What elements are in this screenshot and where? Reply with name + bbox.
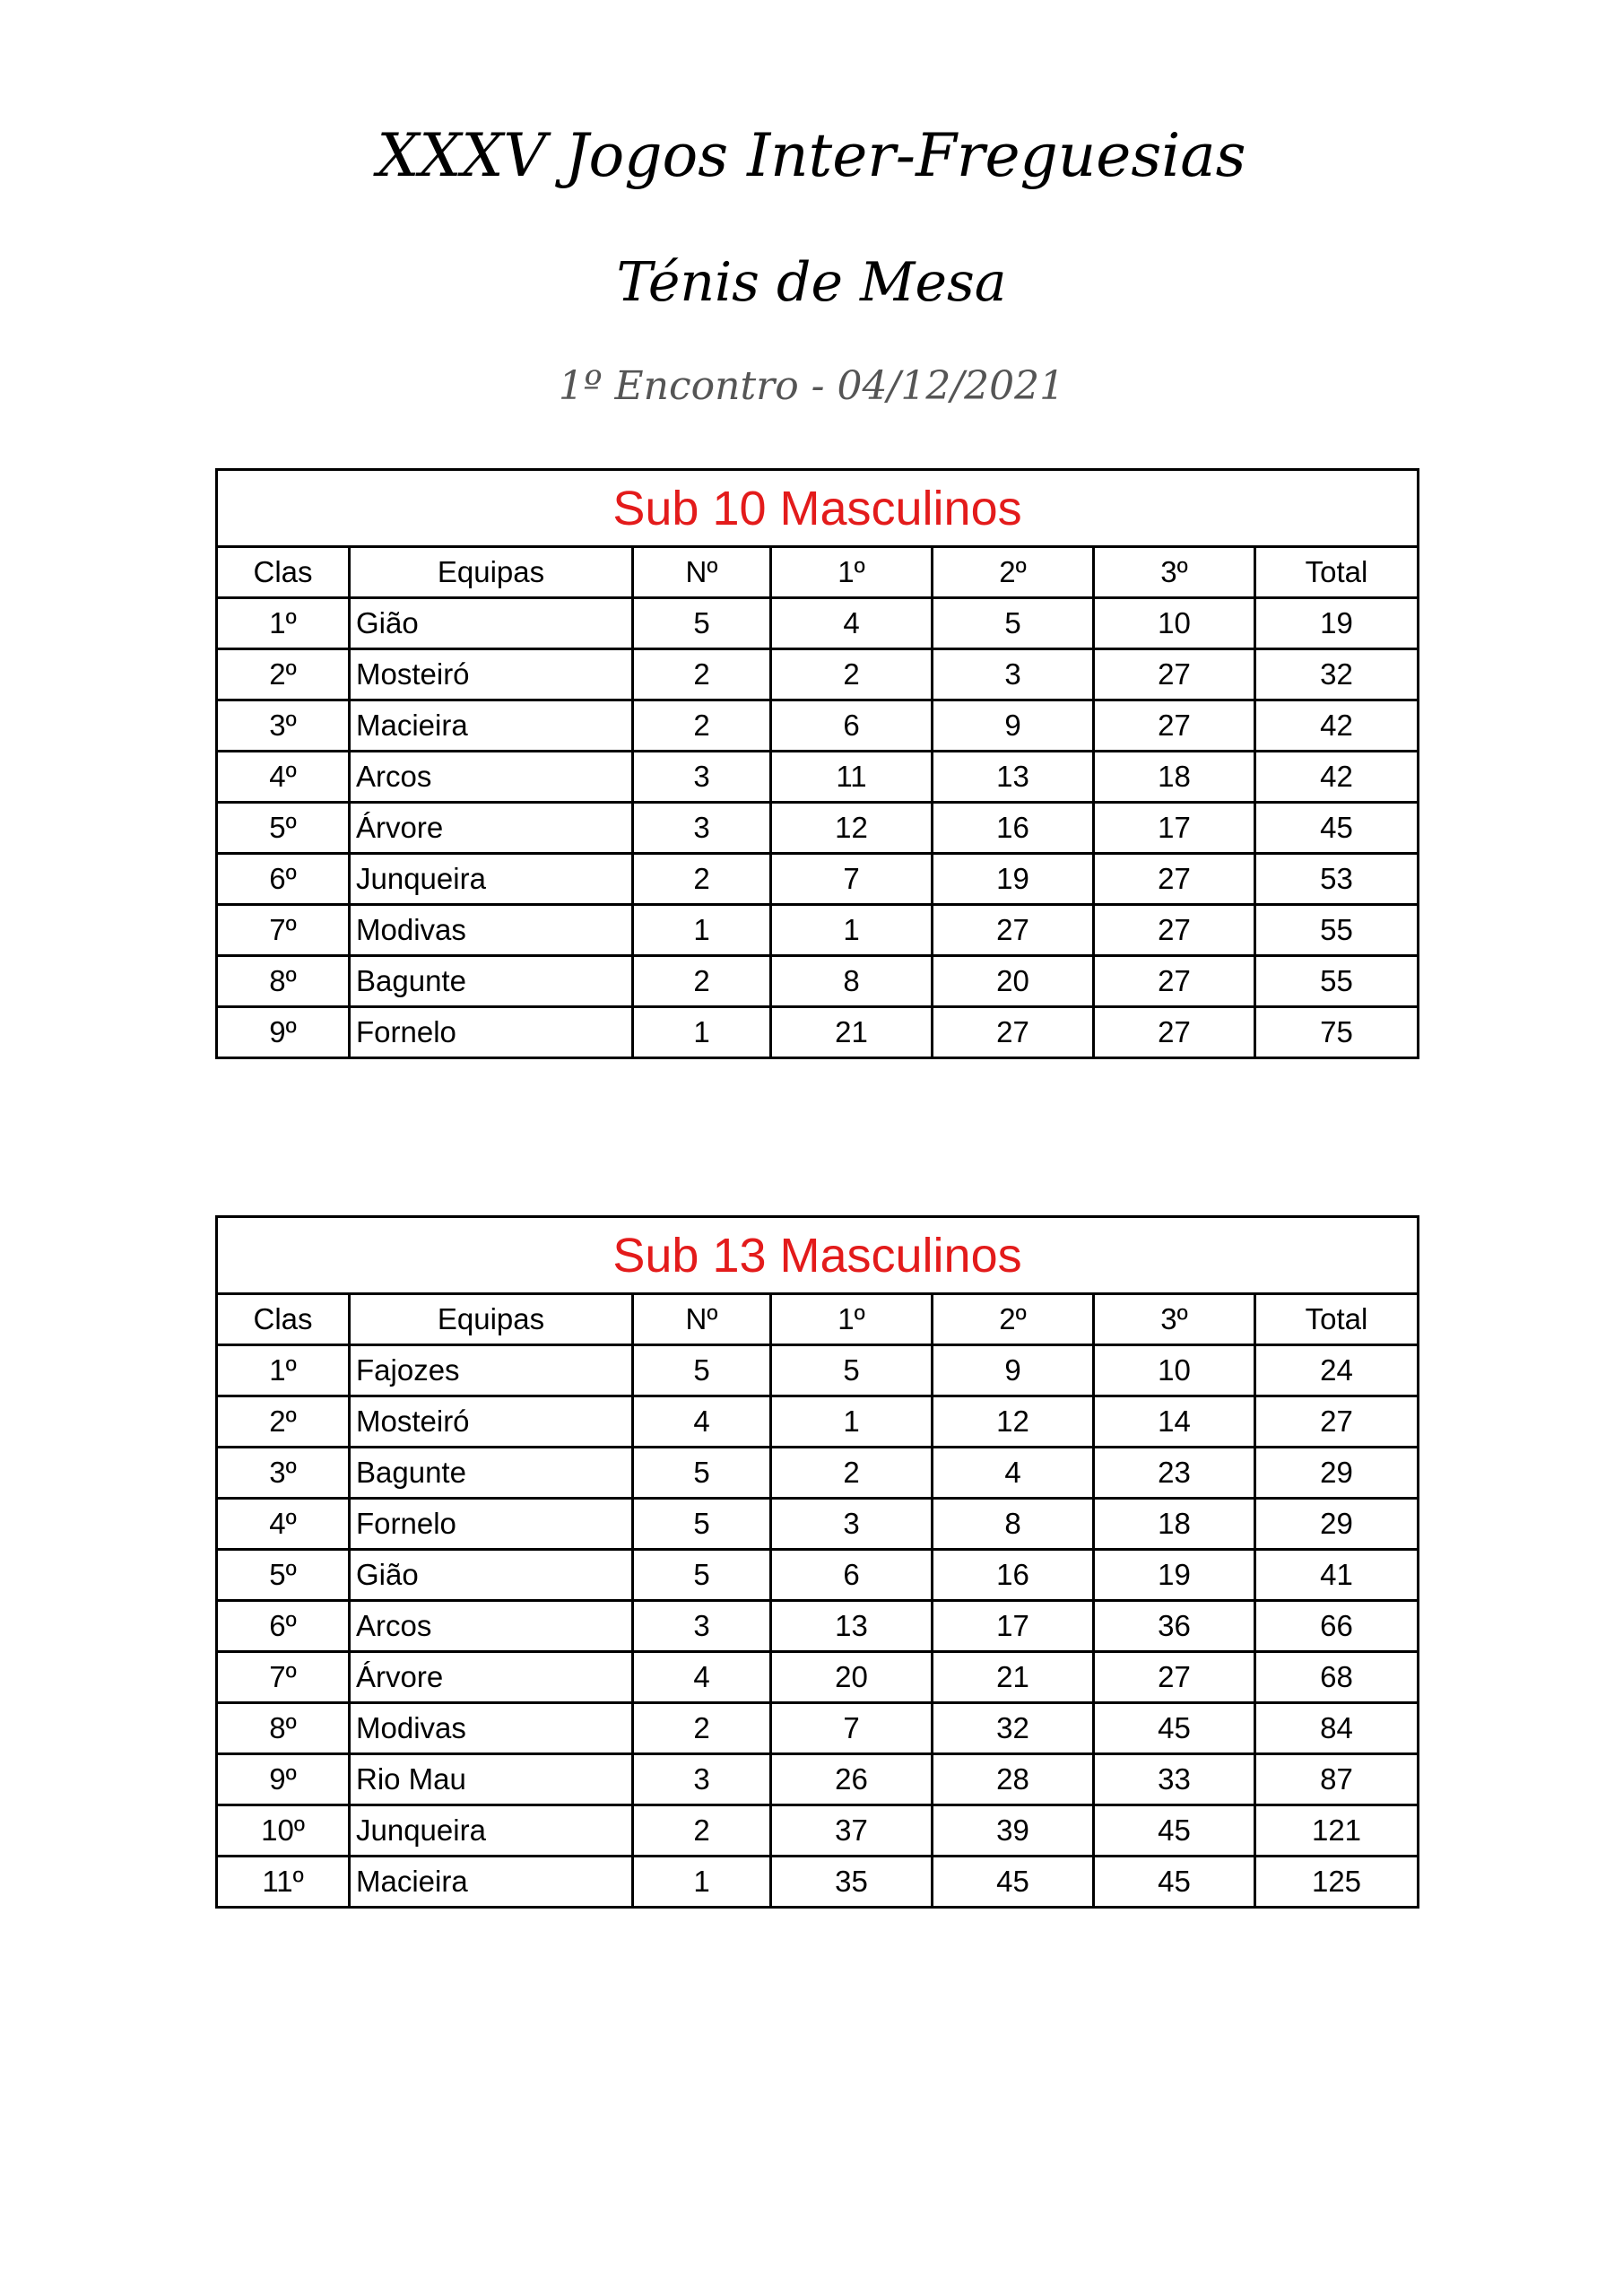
table-row [217,700,1419,752]
table-row [217,854,1419,905]
cell-first: 13 [771,1601,933,1652]
results-table-sub10 [215,468,1419,1059]
column-header-team: Equipas [350,547,633,598]
cell-third: 36 [1094,1601,1255,1652]
cell-total: 19 [1255,598,1419,649]
cell-third: 27 [1094,649,1255,700]
cell-first: 26 [771,1754,933,1805]
cell-third: 45 [1094,1857,1255,1908]
cell-team: Fornelo [350,1007,633,1058]
cell-first: 1 [771,1396,933,1448]
cell-second: 45 [933,1857,1094,1908]
meeting-date: 1º Encontro - 04/12/2021 [558,363,1065,409]
cell-rank: 3º [217,1448,350,1499]
column-header-players: Nº [633,547,771,598]
cell-total: 42 [1255,752,1419,803]
cell-total: 68 [1255,1652,1419,1703]
cell-total: 32 [1255,649,1419,700]
cell-rank: 8º [217,1703,350,1754]
cell-total: 29 [1255,1448,1419,1499]
cell-players: 3 [633,803,771,854]
cell-rank: 4º [217,752,350,803]
cell-players: 2 [633,700,771,752]
cell-team: Bagunte [350,956,633,1007]
cell-second: 21 [933,1652,1094,1703]
cell-total: 45 [1255,803,1419,854]
cell-first: 3 [771,1499,933,1550]
cell-first: 2 [771,649,933,700]
cell-rank: 7º [217,905,350,956]
cell-first: 21 [771,1007,933,1058]
cell-players: 3 [633,1754,771,1805]
column-header-total: Total [1255,547,1419,598]
cell-rank: 4º [217,1499,350,1550]
cell-total: 125 [1255,1857,1419,1908]
cell-rank: 9º [217,1007,350,1058]
cell-team: Macieira [350,700,633,752]
cell-second: 5 [933,598,1094,649]
table-row [217,752,1419,803]
cell-rank: 1º [217,598,350,649]
table-row [217,1703,1419,1754]
cell-total: 75 [1255,1007,1419,1058]
column-header-first: 1º [771,1294,933,1345]
cell-second: 19 [933,854,1094,905]
column-header-team: Equipas [350,1294,633,1345]
cell-team: Árvore [350,1652,633,1703]
table-row [217,1857,1419,1908]
cell-team: Arcos [350,752,633,803]
cell-team: Gião [350,598,633,649]
table-row [217,1601,1419,1652]
cell-total: 55 [1255,956,1419,1007]
cell-first: 20 [771,1652,933,1703]
cell-team: Árvore [350,803,633,854]
table-row [217,1652,1419,1703]
cell-third: 27 [1094,1652,1255,1703]
table-row [217,649,1419,700]
cell-players: 1 [633,1007,771,1058]
cell-players: 3 [633,1601,771,1652]
cell-third: 45 [1094,1805,1255,1857]
cell-players: 2 [633,649,771,700]
cell-first: 6 [771,1550,933,1601]
column-header-second: 2º [933,547,1094,598]
cell-players: 5 [633,1448,771,1499]
cell-third: 10 [1094,598,1255,649]
cell-rank: 2º [217,649,350,700]
cell-third: 23 [1094,1448,1255,1499]
cell-team: Macieira [350,1857,633,1908]
cell-second: 17 [933,1601,1094,1652]
cell-total: 87 [1255,1754,1419,1805]
cell-total: 27 [1255,1396,1419,1448]
table-title: Sub 13 Masculinos [217,1217,1419,1294]
cell-third: 27 [1094,905,1255,956]
cell-second: 12 [933,1396,1094,1448]
cell-first: 35 [771,1857,933,1908]
cell-rank: 8º [217,956,350,1007]
table-row [217,803,1419,854]
cell-rank: 5º [217,803,350,854]
cell-second: 3 [933,649,1094,700]
cell-third: 19 [1094,1550,1255,1601]
cell-third: 27 [1094,854,1255,905]
table-row [217,1448,1419,1499]
cell-team: Mosteiró [350,649,633,700]
cell-third: 27 [1094,1007,1255,1058]
cell-first: 2 [771,1448,933,1499]
cell-total: 24 [1255,1345,1419,1396]
cell-second: 27 [933,905,1094,956]
cell-rank: 6º [217,854,350,905]
cell-second: 32 [933,1703,1094,1754]
page-title: XXXV Jogos Inter-Freguesias [377,121,1246,190]
cell-first: 12 [771,803,933,854]
column-header-total: Total [1255,1294,1419,1345]
cell-players: 2 [633,1703,771,1754]
cell-second: 9 [933,700,1094,752]
cell-rank: 2º [217,1396,350,1448]
table-row [217,1805,1419,1857]
cell-second: 9 [933,1345,1094,1396]
column-header-second: 2º [933,1294,1094,1345]
cell-second: 27 [933,1007,1094,1058]
cell-players: 4 [633,1652,771,1703]
cell-first: 1 [771,905,933,956]
column-header-row [217,1294,1419,1345]
table-row [217,1550,1419,1601]
cell-rank: 10º [217,1805,350,1857]
cell-players: 5 [633,1499,771,1550]
cell-first: 4 [771,598,933,649]
cell-players: 2 [633,1805,771,1857]
cell-players: 2 [633,956,771,1007]
cell-third: 18 [1094,752,1255,803]
cell-second: 28 [933,1754,1094,1805]
cell-total: 29 [1255,1499,1419,1550]
cell-rank: 3º [217,700,350,752]
cell-total: 55 [1255,905,1419,956]
cell-rank: 5º [217,1550,350,1601]
cell-players: 2 [633,854,771,905]
column-header-rank: Clas [217,547,350,598]
cell-third: 10 [1094,1345,1255,1396]
cell-team: Modivas [350,905,633,956]
table-row [217,598,1419,649]
cell-team: Mosteiró [350,1396,633,1448]
cell-second: 8 [933,1499,1094,1550]
table-row [217,1754,1419,1805]
column-header-rank: Clas [217,1294,350,1345]
cell-rank: 7º [217,1652,350,1703]
cell-second: 20 [933,956,1094,1007]
cell-second: 4 [933,1448,1094,1499]
table-row [217,1499,1419,1550]
table-row [217,905,1419,956]
cell-third: 14 [1094,1396,1255,1448]
column-header-first: 1º [771,547,933,598]
cell-total: 66 [1255,1601,1419,1652]
cell-first: 5 [771,1345,933,1396]
cell-rank: 11º [217,1857,350,1908]
cell-rank: 1º [217,1345,350,1396]
column-header-third: 3º [1094,547,1255,598]
column-header-third: 3º [1094,1294,1255,1345]
cell-first: 7 [771,854,933,905]
column-header-row [217,547,1419,598]
cell-players: 5 [633,1550,771,1601]
cell-team: Junqueira [350,1805,633,1857]
cell-players: 4 [633,1396,771,1448]
cell-team: Fajozes [350,1345,633,1396]
table-title: Sub 10 Masculinos [217,470,1419,547]
cell-first: 37 [771,1805,933,1857]
cell-team: Junqueira [350,854,633,905]
column-header-players: Nº [633,1294,771,1345]
table-row [217,1396,1419,1448]
cell-second: 13 [933,752,1094,803]
cell-first: 11 [771,752,933,803]
cell-players: 1 [633,1857,771,1908]
cell-third: 27 [1094,956,1255,1007]
cell-players: 5 [633,1345,771,1396]
cell-rank: 9º [217,1754,350,1805]
cell-rank: 6º [217,1601,350,1652]
cell-first: 8 [771,956,933,1007]
cell-total: 42 [1255,700,1419,752]
table-row [217,956,1419,1007]
cell-third: 18 [1094,1499,1255,1550]
cell-players: 5 [633,598,771,649]
cell-total: 121 [1255,1805,1419,1857]
cell-first: 7 [771,1703,933,1754]
cell-team: Fornelo [350,1499,633,1550]
cell-third: 17 [1094,803,1255,854]
cell-first: 6 [771,700,933,752]
cell-team: Gião [350,1550,633,1601]
cell-second: 16 [933,803,1094,854]
page-subtitle: Ténis de Mesa [616,251,1007,314]
cell-players: 3 [633,752,771,803]
table-row [217,1345,1419,1396]
cell-second: 16 [933,1550,1094,1601]
cell-total: 84 [1255,1703,1419,1754]
cell-team: Rio Mau [350,1754,633,1805]
results-table-sub13 [215,1215,1419,1909]
cell-third: 27 [1094,700,1255,752]
cell-third: 45 [1094,1703,1255,1754]
cell-players: 1 [633,905,771,956]
cell-third: 33 [1094,1754,1255,1805]
cell-team: Bagunte [350,1448,633,1499]
cell-team: Arcos [350,1601,633,1652]
cell-second: 39 [933,1805,1094,1857]
cell-team: Modivas [350,1703,633,1754]
cell-total: 53 [1255,854,1419,905]
table-row [217,1007,1419,1058]
cell-total: 41 [1255,1550,1419,1601]
